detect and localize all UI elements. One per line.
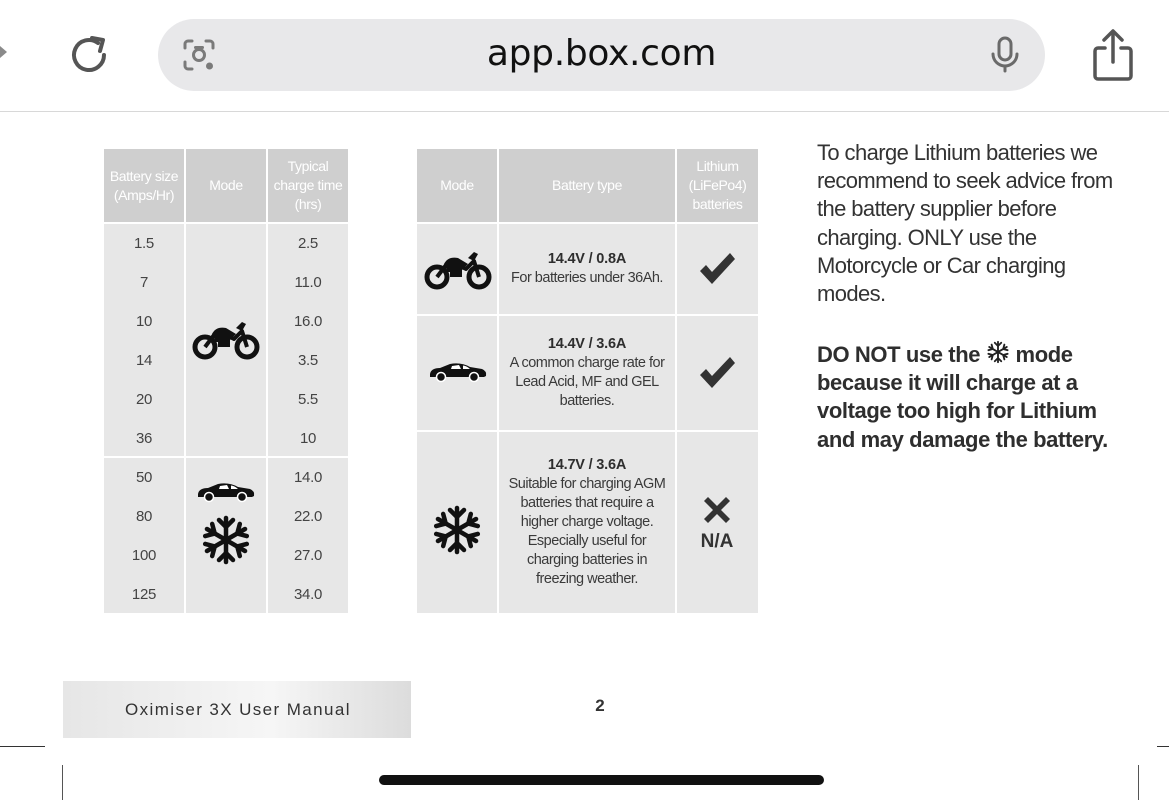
url-text[interactable]: app.box.com [486, 33, 717, 74]
snowflake-icon [431, 505, 483, 555]
chevron-right-icon[interactable] [0, 44, 8, 60]
document-page[interactable] [0, 113, 1169, 800]
page-number: 2 [595, 696, 605, 715]
lithium-advice-text: To charge Lithium batteries we recommend to seek advice from the battery supplier before charging. ONLY use the Motorcycle or Car charging modes. [817, 140, 1113, 307]
next-page-edge [1138, 765, 1139, 800]
battery-type-cell [498, 224, 676, 314]
browser-toolbar [0, 0, 1169, 112]
address-bar[interactable] [158, 19, 1045, 91]
microphone-icon [990, 36, 1020, 74]
motorcycle-icon [192, 317, 260, 361]
time-cell: 2.5 [298, 235, 318, 252]
not-applicable-label: N/A [700, 530, 734, 552]
time-cell: 22.0 [294, 508, 322, 525]
snowflake-icon [200, 515, 252, 565]
lithium-cell [676, 316, 758, 430]
time-cell: 14.0 [294, 469, 322, 486]
battery-type-cell [498, 316, 676, 430]
battery-size-table [104, 149, 348, 613]
page-separator [0, 746, 45, 747]
time-cell: 34.0 [294, 586, 322, 603]
battery-type-description: Suitable for charging AGM batteries that require a higher charge voltage. Especially useful for charging batteries in freezing weather. [508, 476, 666, 587]
size-cell: 10 [135, 313, 153, 330]
size-cell: 20 [135, 391, 153, 408]
header-mode: Mode [440, 177, 474, 193]
size-cell: 36 [135, 430, 153, 447]
manual-footer-band [63, 681, 411, 738]
battery-type-cell [498, 432, 676, 613]
time-cell: 27.0 [294, 547, 322, 564]
charging-modes-table [417, 149, 758, 613]
snowflake-icon [986, 340, 1010, 364]
time-cell: 5.5 [298, 391, 318, 408]
column-divider [184, 149, 186, 613]
time-cell: 10 [299, 430, 317, 447]
header-lithium: Lithium (LiFePo4) batteries [688, 158, 747, 212]
check-icon [697, 251, 737, 287]
car-icon [428, 361, 488, 383]
warning-suffix: mode because it will charge at a voltage too high for Lithium and may damage the battery. [817, 342, 1108, 452]
voltage-label: 14.4V / 0.8A [547, 251, 627, 267]
home-indicator[interactable] [379, 775, 824, 785]
car-icon [196, 481, 256, 503]
header-battery-size: Battery size (Amps/Hr) [109, 167, 179, 203]
motorcycle-icon [424, 247, 492, 291]
next-page-edge [62, 765, 63, 800]
microphone-button[interactable] [985, 35, 1025, 75]
page-separator [1157, 746, 1169, 747]
cross-icon [700, 493, 734, 527]
time-cell: 11.0 [294, 274, 322, 291]
size-cell: 14 [135, 352, 153, 369]
lithium-cell [676, 432, 758, 613]
size-cell: 1.5 [134, 235, 154, 252]
time-cell: 3.5 [298, 352, 318, 369]
share-button[interactable] [1088, 26, 1138, 84]
header-mode: Mode [209, 177, 243, 193]
time-cell: 16.0 [294, 313, 322, 330]
size-cell: 125 [131, 586, 157, 603]
voltage-label: 14.4V / 3.6A [547, 336, 627, 352]
lithium-cell [676, 224, 758, 314]
lithium-warning-text [817, 340, 1117, 454]
header-charge-time: Typical charge time (hrs) [273, 158, 343, 212]
share-icon [1091, 28, 1135, 82]
header-battery-type: Battery type [552, 177, 622, 193]
check-icon [697, 355, 737, 391]
battery-type-description: For batteries under 36Ah. [511, 270, 663, 286]
size-cell: 100 [131, 547, 157, 564]
reload-button[interactable] [62, 28, 116, 82]
reload-icon [65, 31, 113, 79]
warning-prefix: DO NOT use the [817, 342, 981, 367]
size-cell: 50 [135, 469, 153, 486]
size-cell: 7 [139, 274, 149, 291]
battery-type-description: A common charge rate for Lead Acid, MF and GEL batteries. [509, 355, 665, 409]
size-cell: 80 [135, 508, 153, 525]
manual-title: Oximiser 3X User Manual [125, 699, 351, 719]
voltage-label: 14.7V / 3.6A [547, 457, 627, 473]
